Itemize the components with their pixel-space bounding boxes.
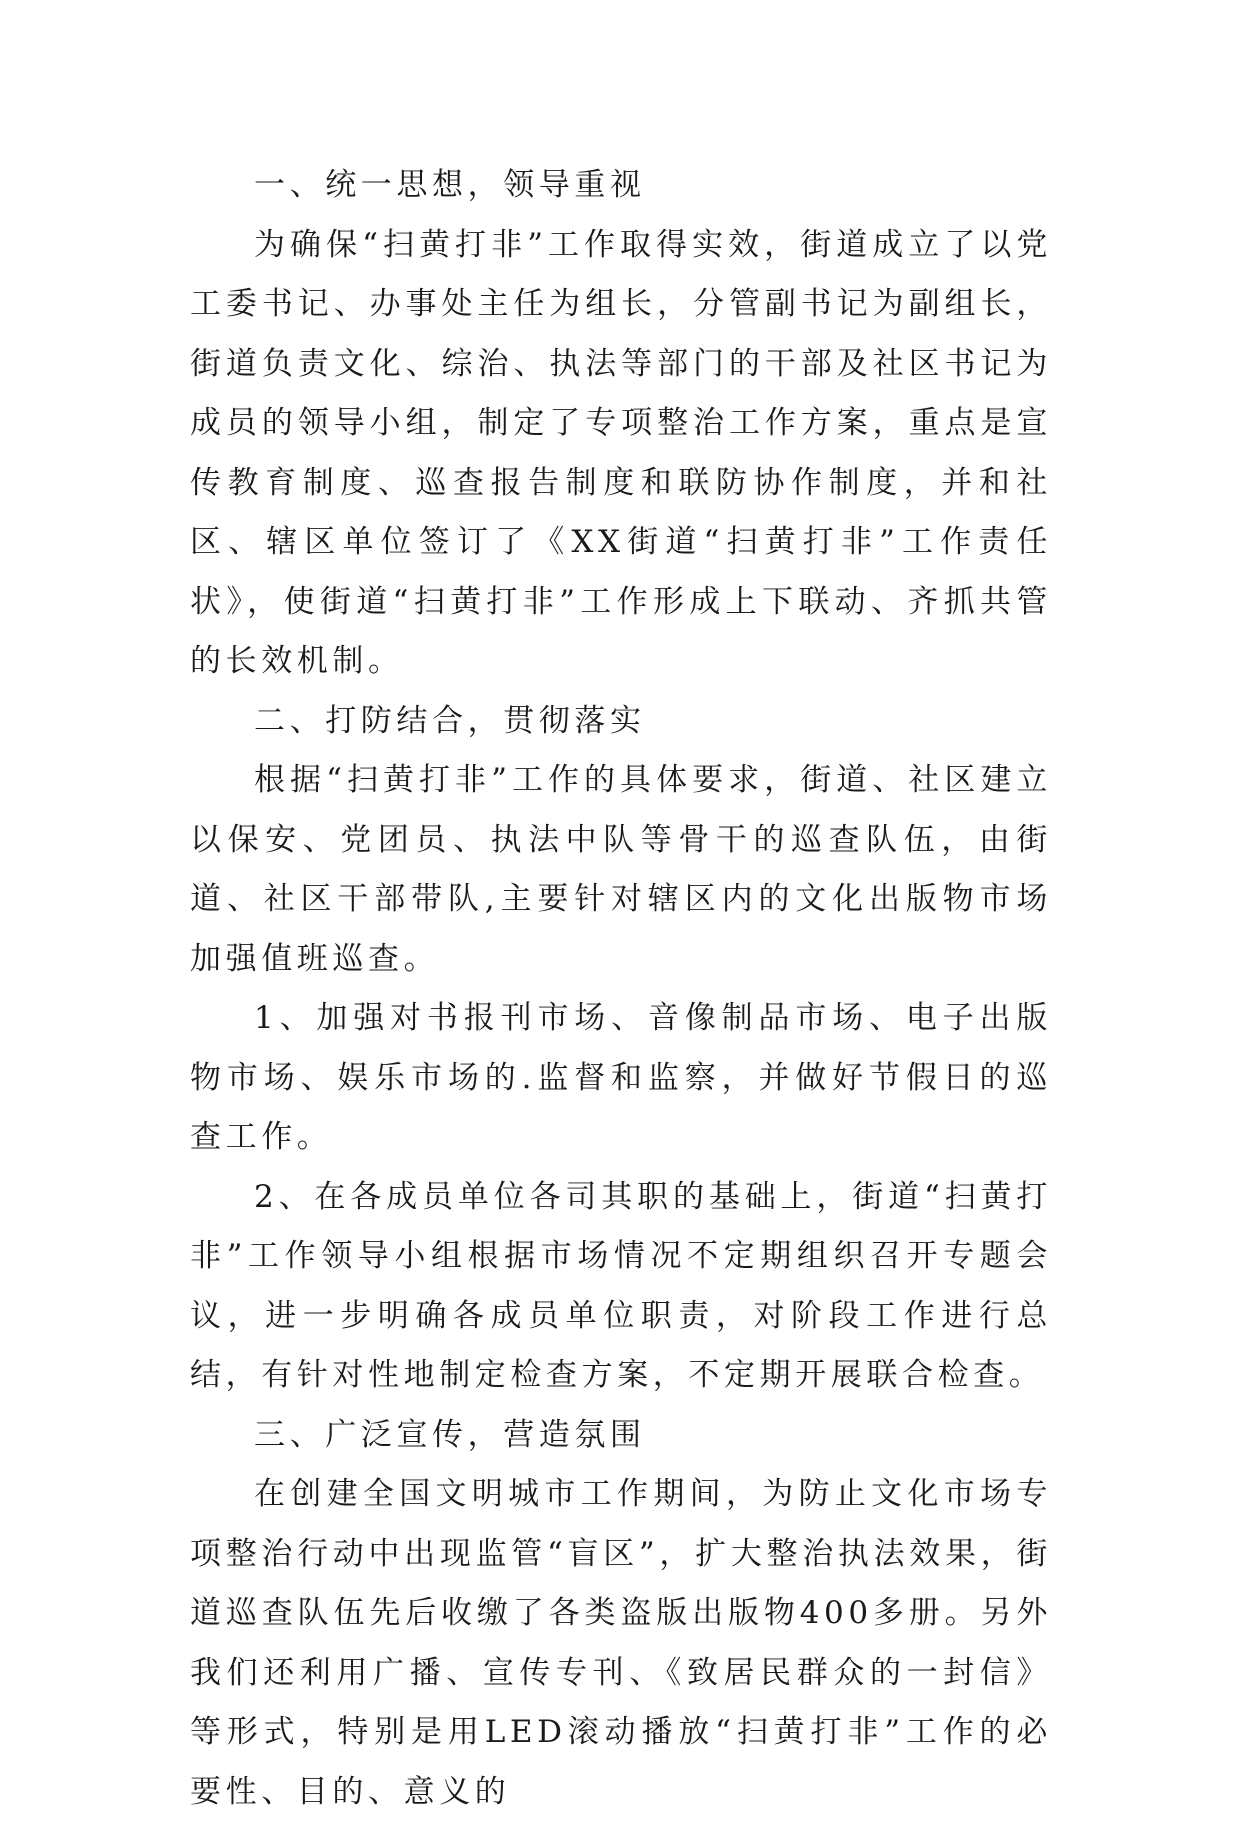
section-2-paragraph-2: 1、加强对书报刊市场、音像制品市场、电子出版物市场、娱乐市场的.监督和监察，并做好节假日的巡查工作。 xyxy=(190,1000,1052,1155)
section-3-paragraph-1: 在创建全国文明城市工作期间，为防止文化市场专项整治行动中出现监管“盲区”，扩大整治执法效果，街道巡查队伍先后收缴了各类盗版出版物400多册。另外我们还利用广播、宣传专刊、《致居民群众的一封信》等形式，特别是用LED滚动播放“扫黄打非”工作的必要性、目的、意义的 xyxy=(190,1476,1052,1810)
section-1-paragraph-1: 为确保“扫黄打非”工作取得实效，街道成立了以党工委书记、办事处主任为组长，分管副书记为副组长，街道负责文化、综治、执法等部门的干部及社区书记为成员的领导小组，制定了专项整治工作方案，重点是宣传教育制度、巡查报告制度和联防协作制度，并和社区、辖区单位签订了《XX街道“扫黄打非”工作责任状》，使街道“扫黄打非”工作形成上下联动、齐抓共管的长效机制。 xyxy=(190,226,1052,679)
section-heading-2: 二、打防结合，贯彻落实 xyxy=(254,702,646,739)
document-page xyxy=(190,156,1052,1822)
section-2-paragraph-1: 根据“扫黄打非”工作的具体要求，街道、社区建立以保安、党团员、执法中队等骨干的巡查队伍，由街道、社区干部带队,主要针对辖区内的文化出版物市场加强值班巡查。 xyxy=(190,762,1052,977)
section-2-paragraph-3: 2、在各成员单位各司其职的基础上，街道“扫黄打非”工作领导小组根据市场情况不定期组织召开专题会议，进一步明确各成员单位职责，对阶段工作进行总结，有针对性地制定检查方案，不定期开展联合检查。 xyxy=(190,1178,1052,1393)
section-heading-3: 三、广泛宣传，营造氛围 xyxy=(254,1416,646,1453)
section-heading-1: 一、统一思想，领导重视 xyxy=(254,167,646,203)
